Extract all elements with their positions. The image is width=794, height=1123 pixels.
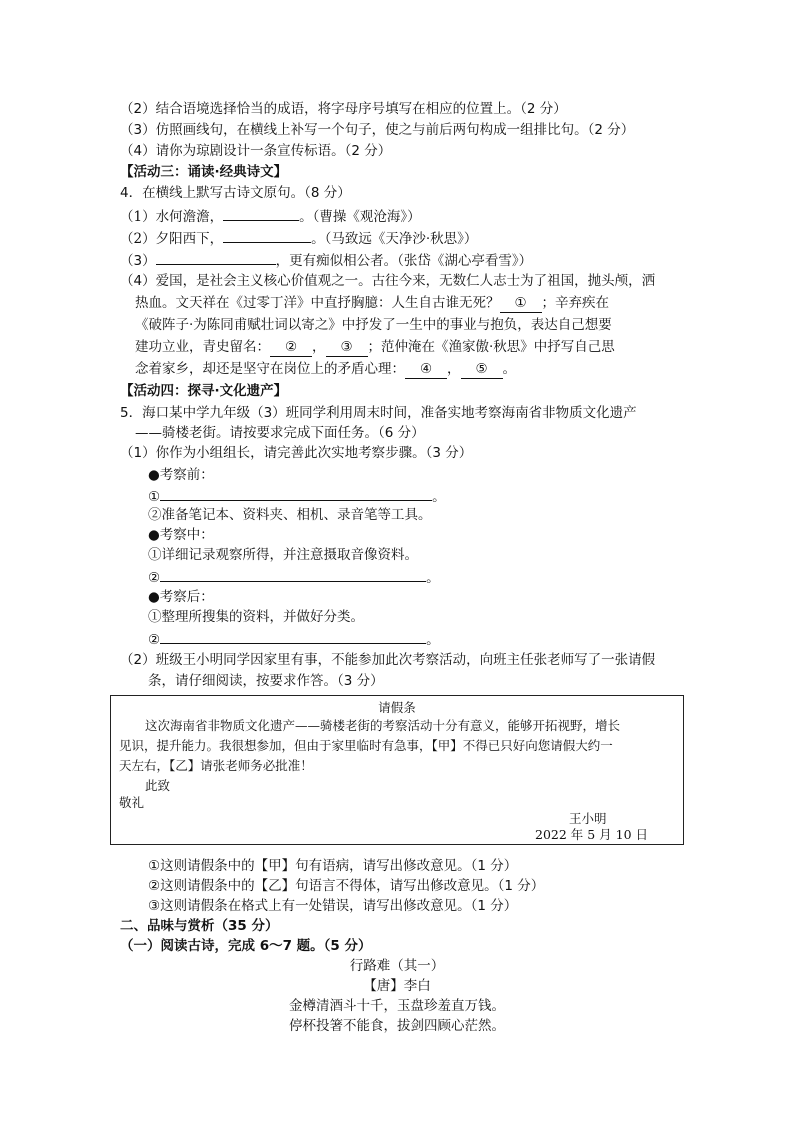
- q4-line1-start: （1）水何澹澹，: [120, 209, 224, 225]
- q4-line1-source: 。（曹操《观沧海》）: [299, 209, 421, 225]
- activity4-title: 【活动四：探寻·文化遗产】: [120, 383, 288, 399]
- during-step2: [148, 567, 440, 587]
- q4-p4-line4: [135, 338, 615, 357]
- answer-blank-4[interactable]: ④: [405, 360, 447, 379]
- before-heading: ●考察前：: [148, 467, 214, 483]
- leave-note-box: [110, 695, 684, 845]
- step-number: ①: [148, 489, 161, 505]
- period: 。: [426, 570, 440, 586]
- q5-sub2-line2: 条，请仔细阅读，按要求作答。（3 分）: [148, 673, 384, 689]
- answer-blank-3[interactable]: ③: [326, 338, 368, 357]
- period: 。: [426, 632, 440, 648]
- q4-p4-text-end: ；辛弃疾在: [541, 295, 609, 311]
- leave-note-signature: 王小明: [569, 811, 607, 826]
- step-number: ②: [148, 632, 161, 648]
- after-heading: ●考察后：: [148, 589, 214, 605]
- answer-blank[interactable]: [160, 629, 426, 644]
- q5-sub2-line1: （2）班级王小明同学因家里有事，不能参加此次考察活动，向班主任张老师写了一张请假: [120, 652, 656, 668]
- q4-line3: [120, 250, 532, 270]
- answer-blank-1[interactable]: ①: [500, 294, 542, 313]
- note-question-2: ②这则请假条中的【乙】句语言不得体，请写出修改意见。（1 分）: [148, 878, 545, 894]
- q4-p4-line1: （4）爱国，是社会主义核心价值观之一。古往今来，无数仁人志士为了祖国，抛头颅，洒: [120, 273, 656, 289]
- step-number: ②: [148, 570, 161, 586]
- leave-note-line2: 见识，提升能力。我很想参加，但由于家里临时有急事，【甲】不得已只好向您请假大约一: [119, 738, 613, 753]
- poem-line2: 停杯投箸不能食，拔剑四顾心茫然。: [289, 1018, 505, 1034]
- q4-p4-line5: [135, 360, 516, 379]
- q5-stem-line2: ——骑楼老街。请按要求完成下面任务。（6 分）: [135, 425, 425, 441]
- answer-blank-5[interactable]: ⑤: [461, 360, 503, 379]
- q4-line3-source: ，更有痴似相公者。（张岱《湖心亭看雪》）: [275, 253, 533, 269]
- answer-blank[interactable]: [160, 567, 426, 582]
- q4-p4-text: 建功立业，青史留名：: [135, 339, 270, 355]
- q4-p4-line2: [135, 294, 609, 313]
- after-step1: ①整理所搜集的资料，并做好分类。: [148, 609, 364, 625]
- note-question-3: ③这则请假条在格式上有一处错误，请写出修改意见。（1 分）: [148, 898, 518, 914]
- before-step2: ②准备笔记本、资料夹、相机、录音笔等工具。: [148, 507, 432, 523]
- leave-note-title: 请假条: [378, 700, 416, 715]
- q3-item4: （4）请你为琼剧设计一条宣传标语。（2 分）: [120, 143, 392, 159]
- answer-blank[interactable]: [223, 228, 311, 243]
- q3-item3: （3）仿照画线句，在横线上补写一个句子，使之与前后两句构成一组排比句。（2 分）: [120, 122, 635, 138]
- poem-title: 行路难（其一）: [349, 958, 445, 974]
- separator: ，: [447, 361, 461, 377]
- answer-blank[interactable]: [156, 250, 276, 265]
- q5-sub1: （1）你作为小组组长，请完善此次实地考察步骤。（3 分）: [120, 445, 473, 461]
- answer-blank[interactable]: [223, 206, 299, 221]
- q4-stem: 4．在横线上默写古诗文原句。（8 分）: [120, 185, 351, 201]
- poem-author: 【唐】李白: [363, 978, 431, 994]
- leave-note-salute: 敬礼: [119, 795, 145, 810]
- answer-blank[interactable]: [160, 486, 432, 501]
- q4-p4-line3: 《破阵子·为陈同甫赋壮词以寄之》中抒发了一生中的事业与抱负，表达自己想要: [135, 317, 612, 333]
- q4-line2: [120, 228, 477, 248]
- section2-title: 二、品味与赏析（35 分）: [120, 918, 279, 934]
- q4-line1: [120, 206, 421, 226]
- q4-p4-text: 热血。文天祥在《过零丁洋》中直抒胸臆：人生自古谁无死？: [135, 295, 500, 311]
- leave-note-line3: 天左右，【乙】请张老师务必批准！: [119, 758, 313, 773]
- q4-p4-text: 念着家乡，却还是坚守在岗位上的矛盾心理：: [135, 361, 405, 377]
- period: 。: [432, 489, 446, 505]
- period: 。: [502, 361, 516, 377]
- section2-subtitle: （一）阅读古诗，完成 6～7 题。（5 分）: [120, 938, 372, 954]
- q4-line2-source: 。（马致远《天净沙·秋思》）: [311, 231, 478, 247]
- activity3-title: 【活动三：诵读·经典诗文】: [120, 164, 288, 180]
- during-heading: ●考察中：: [148, 527, 214, 543]
- leave-note-closing: 此致: [145, 778, 171, 793]
- q5-stem-line1: 5．海口某中学九年级（3）班同学利用周末时间，准备实地考察海南省非物质文化遗产: [120, 405, 637, 421]
- note-question-1: ①这则请假条中的【甲】句有语病，请写出修改意见。（1 分）: [148, 858, 518, 874]
- leave-note-date: 2022 年 5 月 10 日: [535, 827, 649, 842]
- answer-blank-2[interactable]: ②: [270, 338, 312, 357]
- q4-line3-start: （3）: [120, 253, 156, 269]
- q4-p4-text-end: ；范仲淹在《渔家傲·秋思》中抒写自己思: [367, 339, 615, 355]
- during-step1: ①详细记录观察所得，并注意摄取音像资料。: [148, 547, 418, 563]
- leave-note-line1: 这次海南省非物质文化遗产——骑楼老街的考察活动十分有意义，能够开拓视野，增长: [145, 718, 621, 733]
- after-step2: [148, 629, 440, 649]
- before-step1: [148, 486, 446, 506]
- q3-item2: （2）结合语境选择恰当的成语，将字母序号填写在相应的位置上。（2 分）: [120, 101, 567, 117]
- poem-line1: 金樽清酒斗十千，玉盘珍羞直万钱。: [289, 998, 505, 1014]
- separator: ，: [312, 339, 326, 355]
- q4-line2-start: （2）夕阳西下，: [120, 231, 224, 247]
